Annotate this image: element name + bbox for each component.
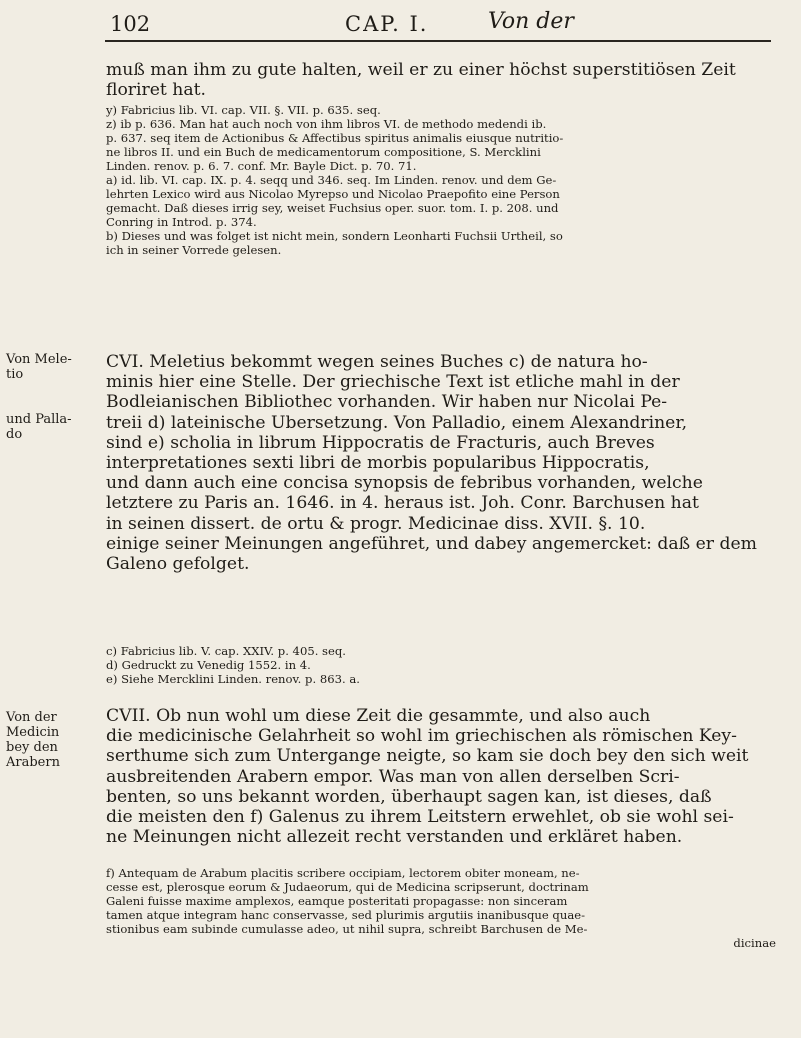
margin-note-meletius xyxy=(6,352,88,382)
footnote-line: b) Dieses und was folget ist nicht mein, sondern Leonharti Fuchsii Urtheil, so xyxy=(106,229,563,243)
footnote-line: ich in seiner Vorrede gelesen. xyxy=(106,243,282,257)
footnote-f xyxy=(106,866,786,950)
footnote-line: f) Antequam de Arabum placitis scribere occipiam, lectorem obiter moneam, ne- xyxy=(106,866,580,880)
text-line: floriret hat. xyxy=(106,80,206,101)
margin-note-arabs xyxy=(6,710,88,770)
running-header xyxy=(80,6,780,42)
footnote-line: d) Gedruckt zu Venedig 1552. in 4. xyxy=(106,658,311,672)
section-cvi xyxy=(106,352,786,574)
text-line: einige seiner Meinungen angeführet, und dabey angemercket: daß er dem xyxy=(106,533,757,554)
text-line: ausbreitenden Arabern empor. Was man von allen derselben Scri- xyxy=(106,766,680,787)
footnote-line: tamen atque integram hanc conservasse, sed plurimis argutiis inanibusque quae- xyxy=(106,908,586,922)
text-line: serthume sich zum Untergange neigte, so kam sie doch bey den sich weit xyxy=(106,746,749,767)
footnote-line: a) id. lib. VI. cap. IX. p. 4. seqq und 346. seq. Im Linden. renov. und dem Ge- xyxy=(106,173,557,187)
section-cvii xyxy=(106,706,786,847)
header-rule xyxy=(105,40,771,42)
footnote-line: Galeni fuisse maxime amplexos, eamque posteritati propagasse: non sinceram xyxy=(106,894,568,908)
footnote-line: c) Fabricius lib. V. cap. XXIV. p. 405. seq. xyxy=(106,644,346,658)
footnote-line: dicinae xyxy=(733,936,776,950)
footnote-line: z) ib p. 636. Man hat auch noch von ihm libros VI. de methodo medendi ib. xyxy=(106,117,547,131)
footnote-line: stionibus eam subinde cumulasse adeo, ut nihil supra, schreibt Barchusen de Me- xyxy=(106,922,588,936)
margin-line: tio xyxy=(6,367,24,382)
text-line: und dann auch eine concisa synopsis de febribus vorhanden, welche xyxy=(106,473,703,494)
footnote-line: cesse est, plerosque eorum & Judaeorum, qui de Medicina scripserunt, doctrinam xyxy=(106,880,589,894)
footnote-line: p. 637. seq item de Actionibus & Affectibus spiritus animalis eiusque nutritio- xyxy=(106,131,564,145)
text-line: minis hier eine Stelle. Der griechische Text ist etliche mahl in der xyxy=(106,372,680,393)
footnotes-c-e xyxy=(106,644,786,686)
margin-line: bey den xyxy=(6,740,58,755)
text-line: treii d) lateinische Ubersetzung. Von Palladio, einem Alexandriner, xyxy=(106,412,688,433)
footnote-line: y) Fabricius lib. VI. cap. VII. §. VII. p. 635. seq. xyxy=(106,103,381,117)
text-line: ne Meinungen nicht allezeit recht verstanden und erkläret haben. xyxy=(106,827,683,848)
margin-line: und Palla- xyxy=(6,412,72,427)
margin-line: do xyxy=(6,427,23,442)
text-line: Bodleianischen Bibliothec vorhanden. Wir haben nur Nicolai Pe- xyxy=(106,392,668,413)
footnote-line: e) Siehe Mercklini Linden. renov. p. 863. a. xyxy=(106,672,360,686)
margin-line: Von der xyxy=(6,710,57,725)
text-line: die meisten den f) Galenus zu ihrem Leitstern erwehlet, ob sie wohl sei- xyxy=(106,807,734,828)
chapter-heading: CAP. I. xyxy=(345,12,429,36)
footnote-line: ne libros II. und ein Buch de medicamentorum compositione, S. Mercklini xyxy=(106,145,541,159)
text-line: die medicinische Gelahrheit so wohl im griechischen als römischen Key- xyxy=(106,726,737,747)
text-line: interpretationes sexti libri de morbis popularibus Hippocratis, xyxy=(106,453,650,474)
text-line: CVI. Meletius bekommt wegen seines Buches c) de natura ho- xyxy=(106,352,648,372)
footnote-line: gemacht. Daß dieses irrig sey, weiset Fuchsius oper. suor. tom. I. p. 208. und xyxy=(106,201,559,215)
running-title: Von der xyxy=(488,9,574,34)
text-line: in seinen dissert. de ortu & progr. Medicinae diss. XVII. §. 10. xyxy=(106,513,646,534)
margin-note-palladius xyxy=(6,412,88,442)
footnotes-y-b xyxy=(106,103,786,257)
margin-line: Medicin xyxy=(6,725,60,740)
margin-line: Von Mele- xyxy=(6,352,72,367)
text-line: Galeno gefolget. xyxy=(106,554,250,575)
text-line: muß man ihm zu gute halten, weil er zu einer höchst superstitiösen Zeit xyxy=(106,60,736,80)
text-line: letztere zu Paris an. 1646. in 4. heraus ist. Joh. Conr. Barchusen hat xyxy=(106,493,699,514)
footnote-line: Conring in Introd. p. 374. xyxy=(106,215,257,229)
paragraph-continuation xyxy=(106,60,786,100)
footnote-line: lehrten Lexico wird aus Nicolao Myrepso und Nicolao Praepofito eine Person xyxy=(106,187,560,201)
page-number: 102 xyxy=(110,12,151,36)
text-line: sind e) scholia in librum Hippocratis de Fracturis, auch Breves xyxy=(106,432,655,453)
margin-line: Arabern xyxy=(6,755,60,770)
text-line: CVII. Ob nun wohl um diese Zeit die gesammte, und also auch xyxy=(106,706,651,726)
text-line: benten, so uns bekannt worden, überhaupt sagen kan, ist dieses, daß xyxy=(106,786,712,807)
footnote-line: Linden. renov. p. 6. 7. conf. Mr. Bayle Dict. p. 70. 71. xyxy=(106,159,417,173)
